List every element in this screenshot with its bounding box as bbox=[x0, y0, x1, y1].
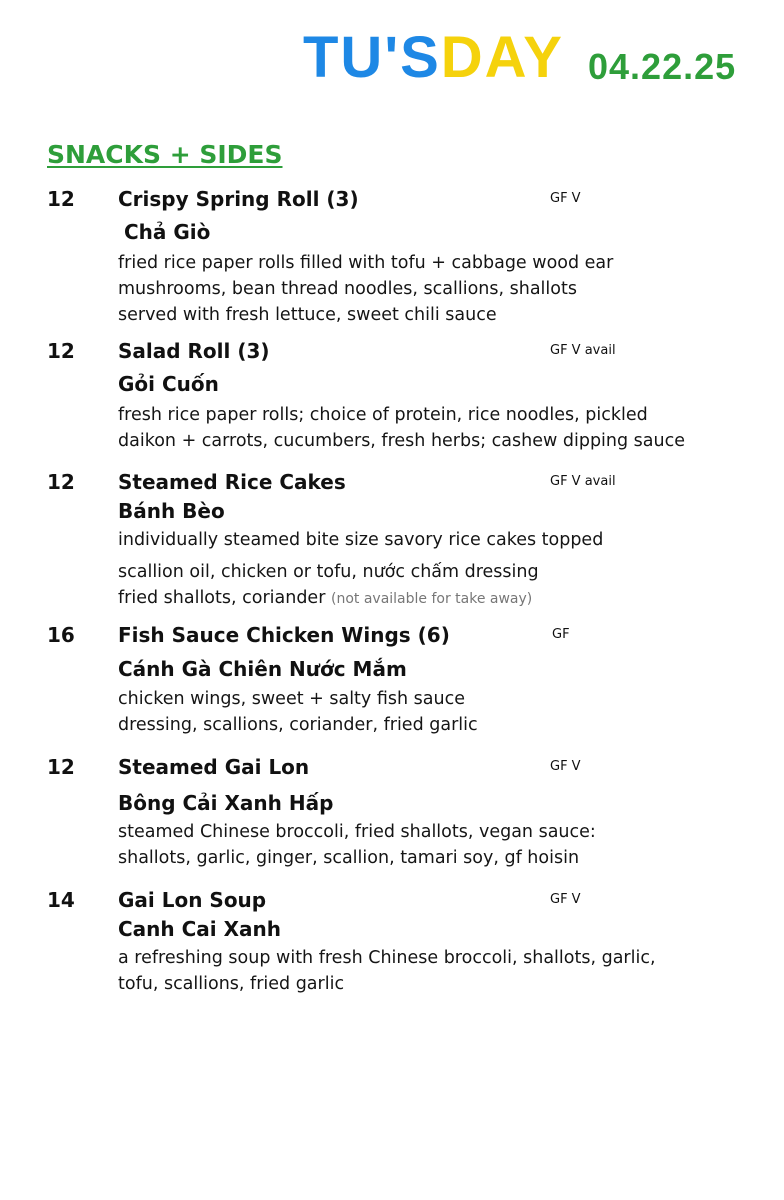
description-line: shallots, garlic, ginger, scallion, tamari soy, gf hoisin bbox=[118, 848, 580, 868]
dietary-tags: GF bbox=[552, 627, 570, 642]
dietary-tags: GF V bbox=[550, 759, 581, 774]
description-line: chicken wings, sweet + salty fish sauce bbox=[118, 689, 465, 709]
description-line: dressing, scallions, coriander, fried garlic bbox=[118, 715, 478, 735]
item-vietnamese-name: Chả Giò bbox=[124, 220, 211, 244]
item-name: Gai Lon Soup bbox=[118, 888, 267, 912]
item-price: 14 bbox=[47, 888, 75, 912]
description-line: mushrooms, bean thread noodles, scallions, shallots bbox=[118, 279, 577, 299]
item-description bbox=[118, 945, 656, 997]
description-line: scallion oil, chicken or tofu, nước chấm dressing bbox=[118, 562, 539, 582]
item-vietnamese-name: Canh Cai Xanh bbox=[118, 917, 281, 941]
item-name: Fish Sauce Chicken Wings (6) bbox=[118, 623, 450, 647]
item-description bbox=[118, 250, 613, 328]
dietary-tags: GF V bbox=[550, 892, 581, 907]
item-name: Steamed Rice Cakes bbox=[118, 470, 346, 494]
description-line: daikon + carrots, cucumbers, fresh herbs; cashew dipping sauce bbox=[118, 431, 686, 451]
item-vietnamese-name: Bánh Bèo bbox=[118, 499, 225, 523]
item-name: Crispy Spring Roll (3) bbox=[118, 187, 359, 211]
description-line: individually steamed bite size savory rice cakes topped bbox=[118, 530, 604, 550]
dietary-tags: GF V avail bbox=[550, 474, 616, 489]
description-line: tofu, scallions, fried garlic bbox=[118, 974, 345, 994]
section-title: SNACKS + SIDES bbox=[47, 140, 283, 169]
item-description bbox=[118, 527, 603, 612]
description-line: fried rice paper rolls filled with tofu + cabbage wood ear bbox=[118, 253, 614, 273]
item-vietnamese-name: Bông Cải Xanh Hấp bbox=[118, 791, 334, 815]
item-vietnamese-name: Gỏi Cuốn bbox=[118, 372, 219, 396]
description-line bbox=[118, 585, 603, 612]
brand-part-1: TU'S bbox=[303, 25, 441, 90]
menu-date: 04.22.25 bbox=[588, 46, 737, 87]
availability-note: (not available for take away) bbox=[330, 591, 533, 607]
item-name: Salad Roll (3) bbox=[118, 339, 270, 363]
item-price: 12 bbox=[47, 187, 75, 211]
brand-logo bbox=[303, 25, 564, 90]
description-line: fresh rice paper rolls; choice of protein, rice noodles, pickled bbox=[118, 405, 648, 425]
description-line: steamed Chinese broccoli, fried shallots, vegan sauce: bbox=[118, 822, 596, 842]
description-line: served with fresh lettuce, sweet chili sauce bbox=[118, 305, 497, 325]
description-text: fried shallots, coriander bbox=[118, 588, 326, 608]
item-description bbox=[118, 686, 478, 738]
description-line: a refreshing soup with fresh Chinese broccoli, shallots, garlic, bbox=[118, 948, 656, 968]
item-description bbox=[118, 819, 596, 871]
item-price: 16 bbox=[47, 623, 75, 647]
item-description bbox=[118, 402, 685, 454]
brand-part-2: DAY bbox=[440, 25, 564, 90]
dietary-tags: GF V avail bbox=[550, 343, 616, 358]
item-vietnamese-name: Cánh Gà Chiên Nước Mắm bbox=[118, 657, 407, 681]
menu-header bbox=[0, 25, 784, 98]
item-price: 12 bbox=[47, 339, 75, 363]
item-price: 12 bbox=[47, 755, 75, 779]
item-price: 12 bbox=[47, 470, 75, 494]
item-name: Steamed Gai Lon bbox=[118, 755, 310, 779]
dietary-tags: GF V bbox=[550, 191, 581, 206]
